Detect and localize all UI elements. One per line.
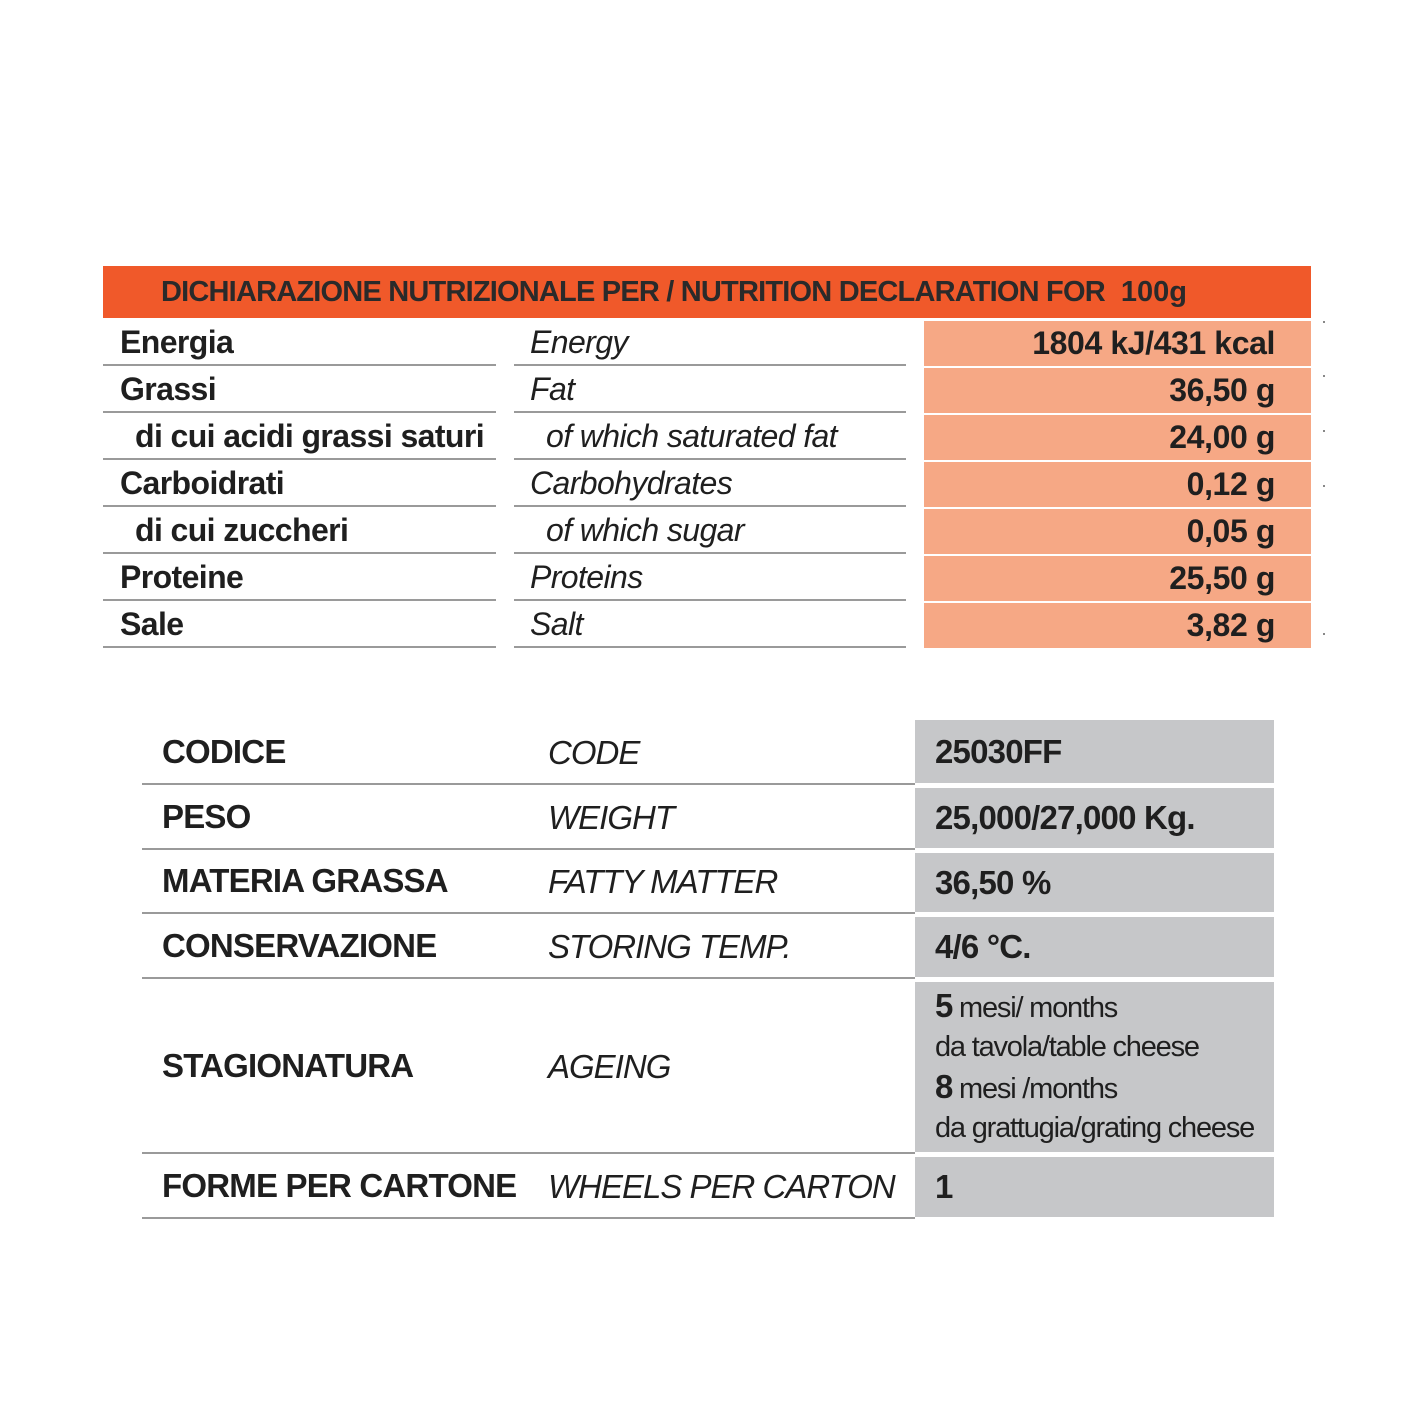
nutrition-value: 0,12 g [924,460,1311,507]
nutrition-row [0,366,1417,413]
nutrition-label-it: Grassi [103,366,496,413]
ageing-grating-months: 8 [935,1068,953,1105]
nutrition-value: 3,82 g [924,601,1311,648]
spec-label-it: STAGIONATURA [142,979,915,1154]
spec-label-it: CODICE [142,720,915,785]
spec-row [0,1154,1417,1219]
spec-value: 25,000/27,000 Kg. [915,785,1274,848]
nutrition-label-it: Proteine [103,554,496,601]
spec-label-it: MATERIA GRASSA [142,850,915,914]
nutrition-value: 24,00 g [924,413,1311,460]
nutrition-value: 25,50 g [924,554,1311,601]
nutrition-label-en: Proteins [514,554,906,601]
ageing-table-months: 5 [935,987,953,1024]
nutrition-label-en: of which sugar [514,507,906,554]
ageing-table-unit: mesi/ months [959,992,1118,1024]
nutrition-label-en: Fat [514,366,906,413]
nutrition-row [0,554,1417,601]
nutrition-label-en: Energy [514,319,906,366]
edge-tick-mark [1323,375,1325,377]
ageing-value [915,979,1274,1152]
spec-row [0,785,1417,850]
ageing-grating-desc: da grattugia/grating cheese [935,1112,1255,1144]
spec-value: 4/6 °C. [915,914,1274,977]
edge-tick-mark [1323,321,1325,323]
spec-row [0,979,1417,1154]
spec-row [0,850,1417,914]
spec-value: 1 [915,1154,1274,1217]
spec-label-en: CODE [548,733,640,771]
edge-tick-mark [1323,485,1325,487]
ageing-table-period [935,986,1117,1028]
spec-label-en: AGEING [548,1047,671,1085]
nutrition-label-en: Carbohydrates [514,460,906,507]
spec-value: 25030FF [915,720,1274,783]
nutrition-label-it: di cui zuccheri [103,507,496,554]
nutrition-label-it: di cui acidi grassi saturi [103,413,496,460]
ageing-grating-unit: mesi /months [959,1073,1118,1105]
nutrition-row [0,319,1417,366]
edge-tick-mark [1323,633,1325,635]
nutrition-value: 0,05 g [924,507,1311,554]
nutrition-label-it: Carboidrati [103,460,496,507]
nutrition-label-en: Salt [514,601,906,648]
nutrition-label-it: Sale [103,601,496,648]
nutrition-value: 1804 kJ/431 kcal [924,319,1311,366]
ageing-grating-period [935,1067,1117,1109]
spec-label-en: FATTY MATTER [548,863,778,900]
nutrition-label-en: of which saturated fat [514,413,906,460]
nutrition-header-title: DICHIARAZIONE NUTRIZIONALE PER / NUTRITION DECLARATION FOR [161,275,1105,308]
nutrition-header [103,266,1311,318]
nutrition-row [0,460,1417,507]
spec-label-it: PESO [142,785,915,850]
spec-label-it: FORME PER CARTONE [142,1154,915,1219]
spec-label-en: WHEELS PER CARTON [548,1167,895,1205]
nutrition-row [0,507,1417,554]
spec-value: 36,50 % [915,850,1274,912]
edge-tick-mark [1323,430,1325,432]
nutrition-row [0,413,1417,460]
spec-row [0,914,1417,979]
spec-row [0,720,1417,785]
spec-label-it: CONSERVAZIONE [142,914,915,979]
spec-label-en: WEIGHT [548,798,674,836]
ageing-table-desc: da tavola/table cheese [935,1031,1199,1063]
nutrition-value: 36,50 g [924,366,1311,413]
spec-label-en: STORING TEMP. [548,927,791,965]
nutrition-header-amount: 100g [1120,275,1187,308]
nutrition-label-it: Energia [103,319,496,366]
nutrition-row [0,601,1417,648]
